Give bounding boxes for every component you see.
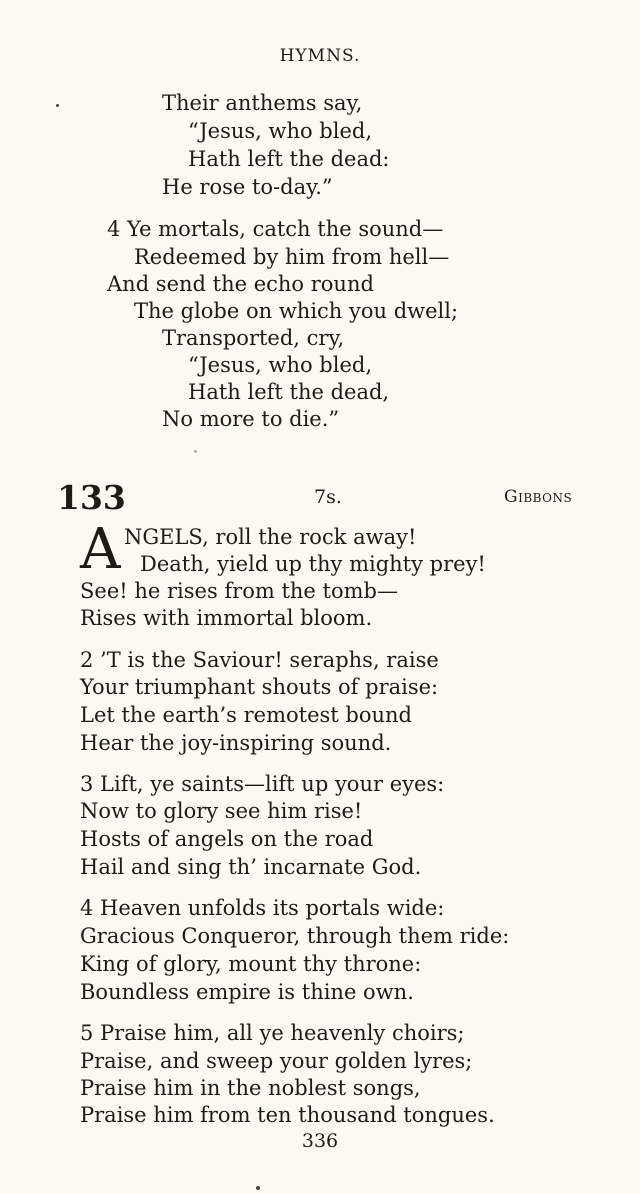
verse-line: Boundless empire is thine own. (80, 980, 414, 1004)
verse-line: Hath left the dead, (188, 380, 390, 404)
verse-line: Death, yield up thy mighty prey! (140, 552, 486, 576)
verse-line: NGELS, roll the rock away! (124, 525, 417, 549)
verse-line: He rose to-day.” (162, 175, 333, 199)
verse-line: 5 Praise him, all ye heavenly choirs; (80, 1021, 465, 1045)
verse-line: Rises with immortal bloom. (80, 606, 373, 630)
verse-line: Praise him from ten thousand tongues. (80, 1103, 495, 1127)
verse-line: Their anthems say, (162, 91, 363, 115)
verse-line: Redeemed by him from hell— (134, 245, 450, 269)
verse-line: King of glory, mount thy throne: (80, 952, 422, 976)
verse-line: Praise, and sweep your golden lyres; (80, 1049, 473, 1073)
drop-cap: A (80, 517, 121, 582)
verse-line: 4 Ye mortals, catch the sound— (107, 217, 444, 241)
hymn-meter: 7s. (314, 486, 342, 508)
verse-line: “Jesus, who bled, (188, 119, 373, 143)
verse-line: No more to die.” (162, 407, 340, 431)
verse-line: And send the echo round (107, 272, 374, 296)
verse-line: The globe on which you dwell; (134, 299, 459, 323)
verse-line: Praise him in the noblest songs, (80, 1076, 421, 1100)
tune-name: Gibbons (504, 487, 573, 507)
verse-line: Hath left the dead: (188, 147, 390, 171)
verse-line: Now to glory see him rise! (80, 799, 363, 823)
verse-line: Gracious Conqueror, through them ride: (80, 924, 510, 948)
page-number: 336 (301, 1130, 339, 1152)
verse-line: 3 Lift, ye saints—lift up your eyes: (80, 772, 445, 796)
ink-speck (56, 104, 59, 107)
verse-line: 4 Heaven unfolds its portals wide: (80, 896, 445, 920)
verse-line: See! he rises from the tomb— (80, 579, 398, 603)
verse-line: Your triumphant shouts of praise: (80, 675, 439, 699)
verse-line: Let the earth’s remotest bound (80, 703, 412, 727)
verse-line: 2 ’T is the Saviour! seraphs, raise (80, 648, 439, 672)
verse-line: Hear the joy-inspiring sound. (80, 731, 392, 755)
verse-line: Hail and sing th’ incarnate God. (80, 855, 422, 879)
running-header: HYMNS. (279, 46, 361, 66)
hymn-number: 133 (57, 478, 126, 517)
ink-speck (256, 1186, 260, 1190)
verse-line: Transported, cry, (162, 326, 345, 350)
verse-line: “Jesus, who bled, (188, 353, 373, 377)
ink-speck (194, 450, 197, 453)
verse-line: Hosts of angels on the road (80, 827, 374, 851)
